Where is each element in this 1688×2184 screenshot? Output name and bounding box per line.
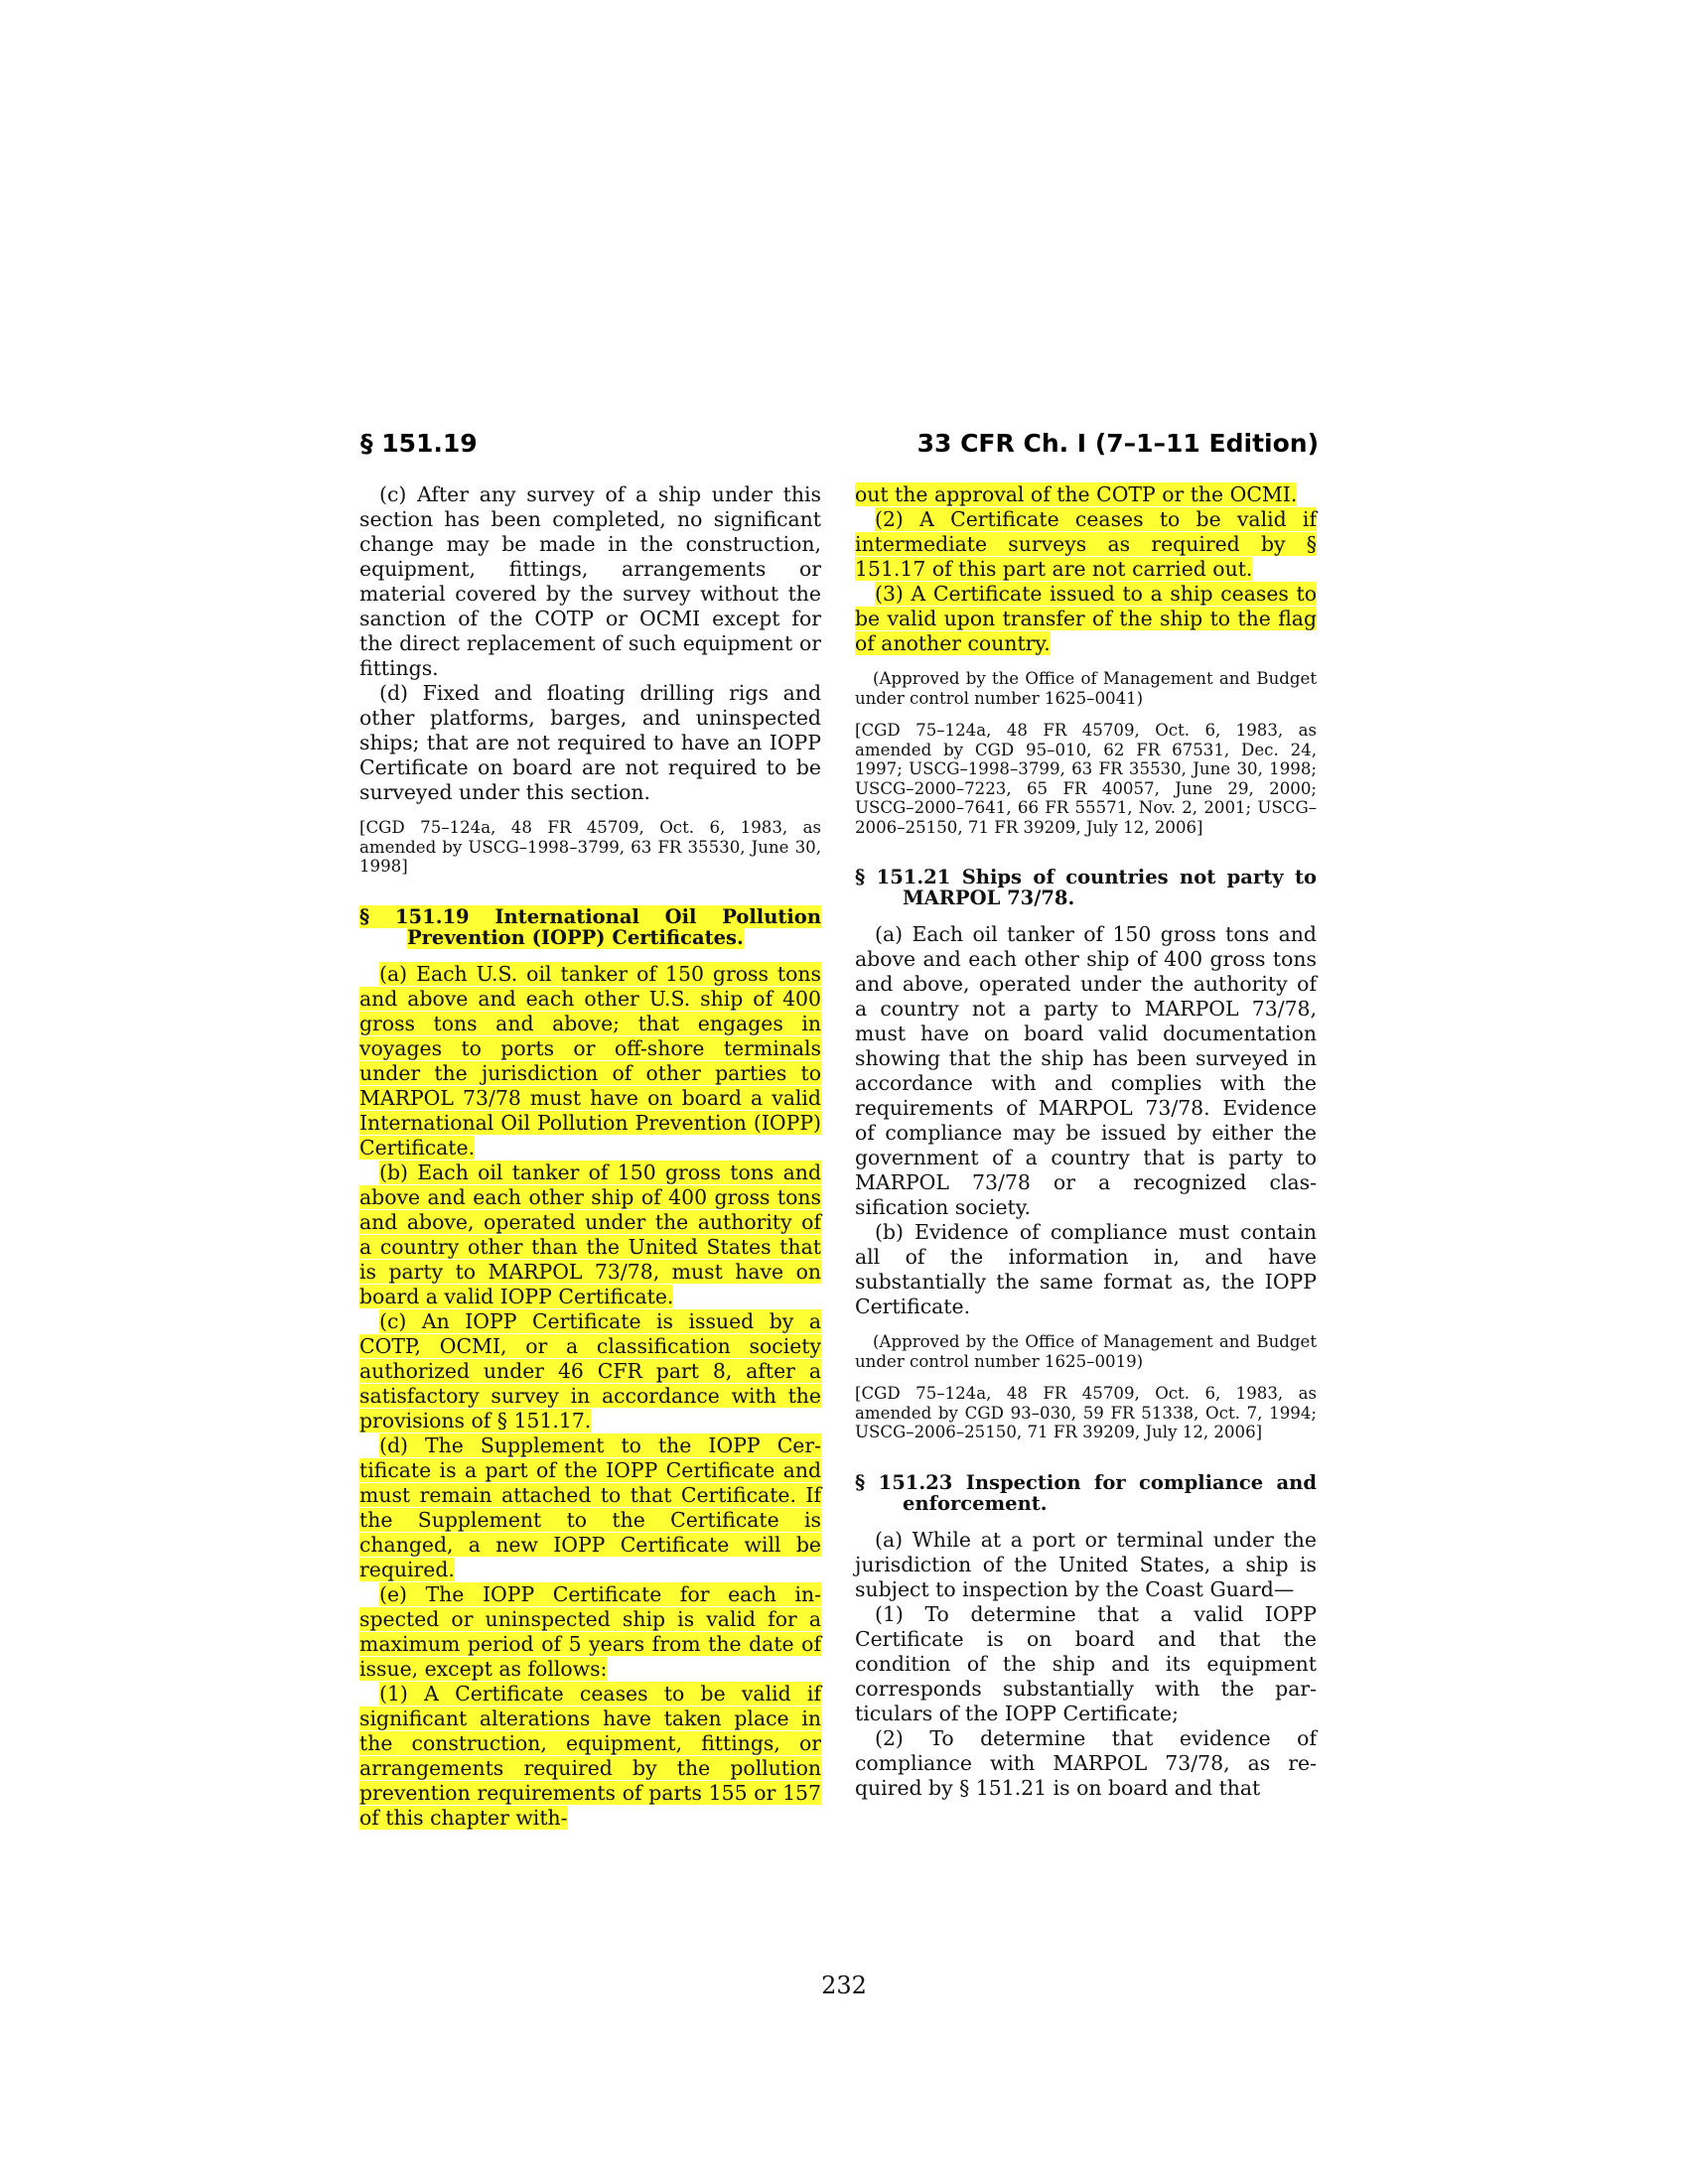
left-column [359, 482, 821, 1831]
highlighted-text: (e) The IOPP Certificate for each inspected or uninspected ship is valid for a maximum period of 5 years from the date of issue, except as follows: [359, 1581, 821, 1681]
paragraph-151-19-e [359, 1582, 821, 1682]
highlighted-text: (1) A Certificate ceases to be valid if significant alterations have taken place in the construction, equipment, fittings, or arrangements required by the pollution prevention requirements of parts 155 or 157 of this chapter with- [359, 1681, 821, 1830]
paragraph-151-21-a: (a) Each oil tanker of 150 gross tons and above and each other ship of 400 gross tons and above, operated under the authority of a country not a party to MARPOL 73/78, must have on board valid documentation showing that the ship has been surveyed in accordance with and complies with the requirements of MARPOL 73/78. Evidence of compliance may be issued by either the government of a country that is party to MARPOL 73/78 or a recognized classification society. [855, 922, 1317, 1219]
highlighted-text: out the approval of the COTP or the OCMI. [855, 482, 1298, 506]
omb-approval-note: (Approved by the Office of Management and Budget under control number 1625–0041) [855, 669, 1317, 708]
paragraph-151-19-d [359, 1433, 821, 1582]
paragraph-151-19-b [359, 1160, 821, 1309]
section-heading-text: § 151.19 International Oil Pollution Prevention (IOPP) Certificates. [359, 904, 821, 949]
highlighted-text: (c) An IOPP Certificate is issued by a COTP, OCMI, or a classification society authorized under 46 CFR part 8, after a satisfactory survey in accordance with the provisions of § 151.17. [359, 1308, 821, 1433]
paragraph-151-23-a: (a) While at a port or terminal under the jurisdiction of the United States, a ship is subject to inspection by the Coast Guard— [855, 1527, 1317, 1601]
paragraph-151-19-a [359, 962, 821, 1160]
paragraph-151-23-a1: (1) To determine that a valid IOPP Certificate is on board and that the condition of the ship and its equipment corresponds substantially with the particulars of the IOPP Certificate; [855, 1601, 1317, 1725]
highlighted-text: (b) Each oil tanker of 150 gross tons and above and each other ship of 400 gross tons and above, operated under the authority of a country other than the United States that is party to MARPOL 73/78, must have on board a valid IOPP Certificate. [359, 1160, 821, 1308]
highlighted-text: (3) A Certificate issued to a ship ceases to be valid upon transfer of the ship to the flag of another country. [855, 582, 1317, 655]
running-head-title: 33 CFR Ch. I (7–1–11 Edition) [916, 429, 1319, 458]
section-heading-151-21: § 151.21 Ships of countries not party to MARPOL 73/78. [855, 866, 1317, 909]
omb-approval-note: (Approved by the Office of Management and Budget under control number 1625–0019) [855, 1332, 1317, 1371]
paragraph-151-23-a2: (2) To determine that evidence of compliance with MARPOL 73/78, as required by § 151.21 is on board and that [855, 1725, 1317, 1800]
highlighted-text: (2) A Certificate ceases to be valid if intermediate surveys as required by § 151.17 of this part are not carried out. [855, 507, 1317, 581]
paragraph-151-19-c [359, 1309, 821, 1433]
right-column [855, 482, 1317, 1801]
citation: [CGD 75–124a, 48 FR 45709, Oct. 6, 1983, as amended by CGD 95–010, 62 FR 67531, Dec. 24, 1997; USCG–1998–3799, 63 FR 35530, June 30, 1998; USCG–2000–7223, 65 FR 40057, June 29, 2000; USCG–2000–7641, 66 FR 55571, Nov. 2, 2001; USCG–2006–25150, 71 FR 39209, July 12, 2006] [855, 721, 1317, 837]
running-head-section: § 151.19 [360, 429, 478, 458]
paragraph-151-19-e2 [855, 507, 1317, 582]
paragraph-d: (d) Fixed and floating drilling rigs and other platforms, barges, and uninspected ships; that are not required to have an IOPP Certificate on board are not required to be surveyed under this section. [359, 681, 821, 804]
citation: [CGD 75–124a, 48 FR 45709, Oct. 6, 1983, as amended by USCG–1998–3799, 63 FR 35530, June 30, 1998] [359, 818, 821, 876]
paragraph-151-21-b: (b) Evidence of compliance must contain all of the information in, and have substantially the same format as, the IOPP Certificate. [855, 1220, 1317, 1318]
citation: [CGD 75–124a, 48 FR 45709, Oct. 6, 1983, as amended by CGD 93–030, 59 FR 51338, Oct. 7, 1994; USCG–2006–25150, 71 FR 39209, July 12, 2006] [855, 1384, 1317, 1441]
highlighted-text: (a) Each U.S. oil tanker of 150 gross tons and above and each other U.S. ship of 400 gross tons and above; that engages in voyages to ports or off-shore terminals under the jurisdiction of other parties to MARPOL 73/78 must have on board a valid International Oil Pollution Prevention (IOPP) Certificate. [359, 961, 821, 1160]
paragraph-151-19-e3 [855, 582, 1317, 656]
paragraph-151-19-e1 [359, 1682, 821, 1831]
paragraph-continuation [855, 482, 1317, 507]
paragraph-c: (c) After any survey of a ship under this section has been completed, no significant change may be made in the construction, equipment, fittings, arrangements or material covered by the survey without the sanction of the COTP or OCMI except for the direct replacement of such equipment or fittings. [359, 482, 821, 680]
page-number: 232 [821, 1972, 867, 1999]
section-heading-151-23: § 151.23 Inspection for compliance and enforcement. [855, 1470, 1317, 1515]
section-heading-151-19 [359, 906, 821, 948]
highlighted-text: (d) The Supplement to the IOPP Certificate is a part of the IOPP Certificate and must remain attached to that Certificate. If the Supplement to the Certificate is changed, a new IOPP Certificate will be required. [359, 1433, 821, 1581]
